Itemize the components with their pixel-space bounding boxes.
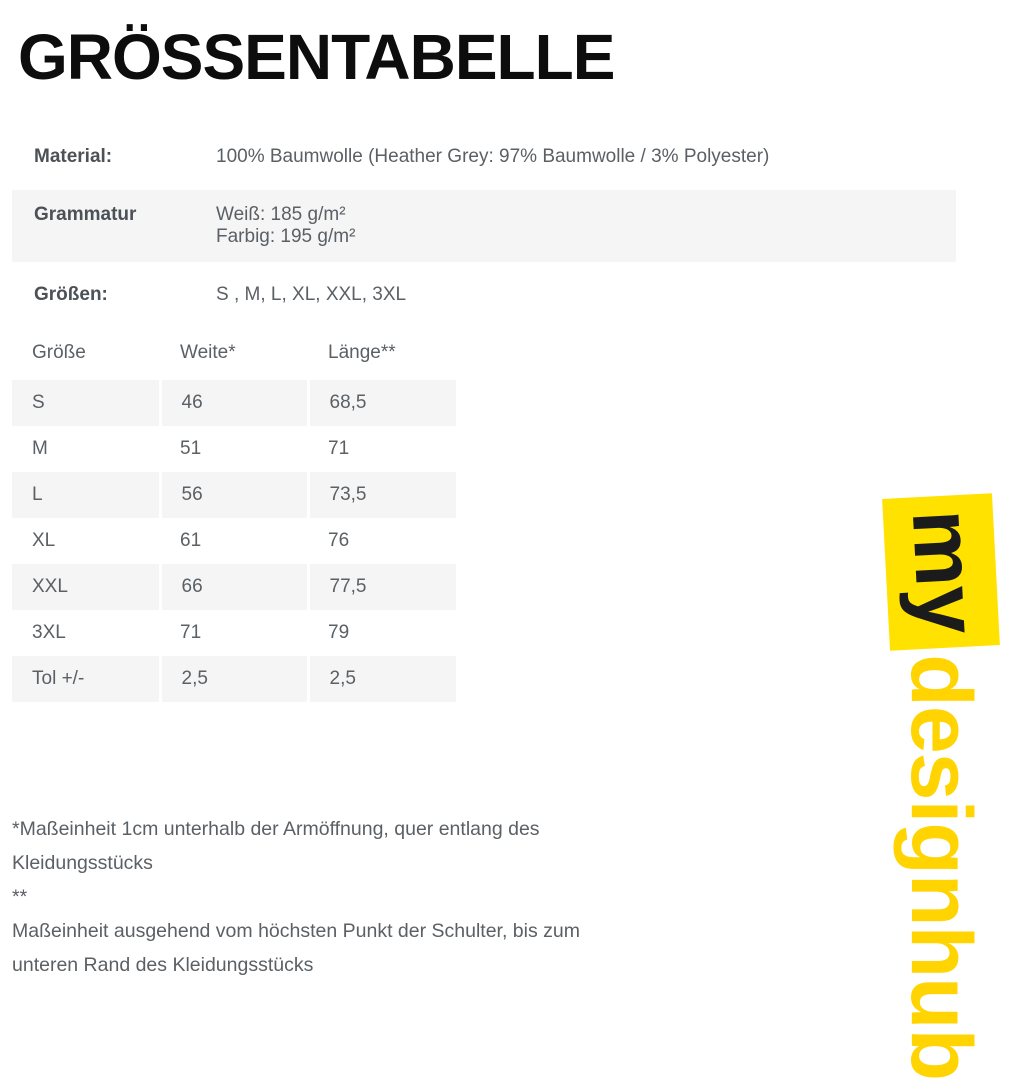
cell-length: 77,5 [308,564,456,610]
cell-size: M [32,438,48,459]
spec-key: Größen: [34,284,108,305]
size-table [12,336,456,702]
mydesignhub-logo [866,496,1016,1080]
cell-size: XXL [12,564,160,610]
cell-width: 56 [160,472,308,518]
cell-length: 71 [328,438,350,459]
cell-width: 71 [180,622,202,643]
footnote-line: Kleidungsstücks [12,852,153,874]
cell-width: 66 [160,564,308,610]
cell-length: 68,5 [308,380,456,426]
spec-value [198,190,956,262]
cell-length: 73,5 [308,472,456,518]
spacer [12,262,956,270]
cell-size: Tol +/- [12,656,160,702]
spacer [12,182,956,190]
footnotes [12,812,812,982]
spec-value-line: Farbig: 195 g/m² [216,226,356,247]
spec-row-groessen [12,270,956,320]
footnote-line: unteren Rand des Kleidungsstücks [12,954,314,976]
size-table-body [12,380,456,702]
table-row [12,380,456,426]
size-table-head [12,336,456,380]
logo-rest-text: designhub [893,654,989,1080]
logo-inner [866,496,1016,1080]
cell-size: XL [32,530,56,551]
footnote-line: ** [12,886,28,908]
table-row [12,426,456,472]
cell-width: 46 [160,380,308,426]
spec-key: Material: [34,146,113,167]
cell-length: 2,5 [308,656,456,702]
cell-size: S [12,380,160,426]
footnote-line: Maßeinheit ausgehend vom höchsten Punkt der Schulter, bis zum [12,920,580,942]
logo-highlight-text: my [882,493,1000,651]
table-row [12,656,456,702]
column-header-length: Länge** [328,342,396,363]
spec-list [12,132,956,320]
spec-value-line: Weiß: 185 g/m² [216,204,346,225]
column-header-size: Größe [32,342,86,363]
cell-size: 3XL [32,622,66,643]
table-row [12,564,456,610]
spec-key: Grammatur [12,190,198,262]
cell-width: 51 [180,438,202,459]
table-row [12,610,456,656]
spec-value-line: 100% Baumwolle (Heather Grey: 97% Baumwolle / 3% Polyester) [216,146,770,167]
column-header-width: Weite* [180,342,236,363]
spec-row-material [12,132,956,182]
spec-value [198,132,956,182]
table-row [12,472,456,518]
table-header-row [12,336,456,380]
spec-value [198,270,956,320]
spec-value-line: S , M, L, XL, XXL, 3XL [216,284,407,305]
cell-width: 2,5 [160,656,308,702]
cell-width: 61 [180,530,202,551]
page-title: GRÖSSENTABELLE [18,21,615,93]
footnote-line: *Maßeinheit 1cm unterhalb der Armöffnung, quer entlang des [12,818,540,840]
cell-size: L [12,472,160,518]
cell-length: 76 [328,530,350,551]
cell-length: 79 [328,622,350,643]
spec-row-grammatur [12,190,956,262]
table-row [12,518,456,564]
